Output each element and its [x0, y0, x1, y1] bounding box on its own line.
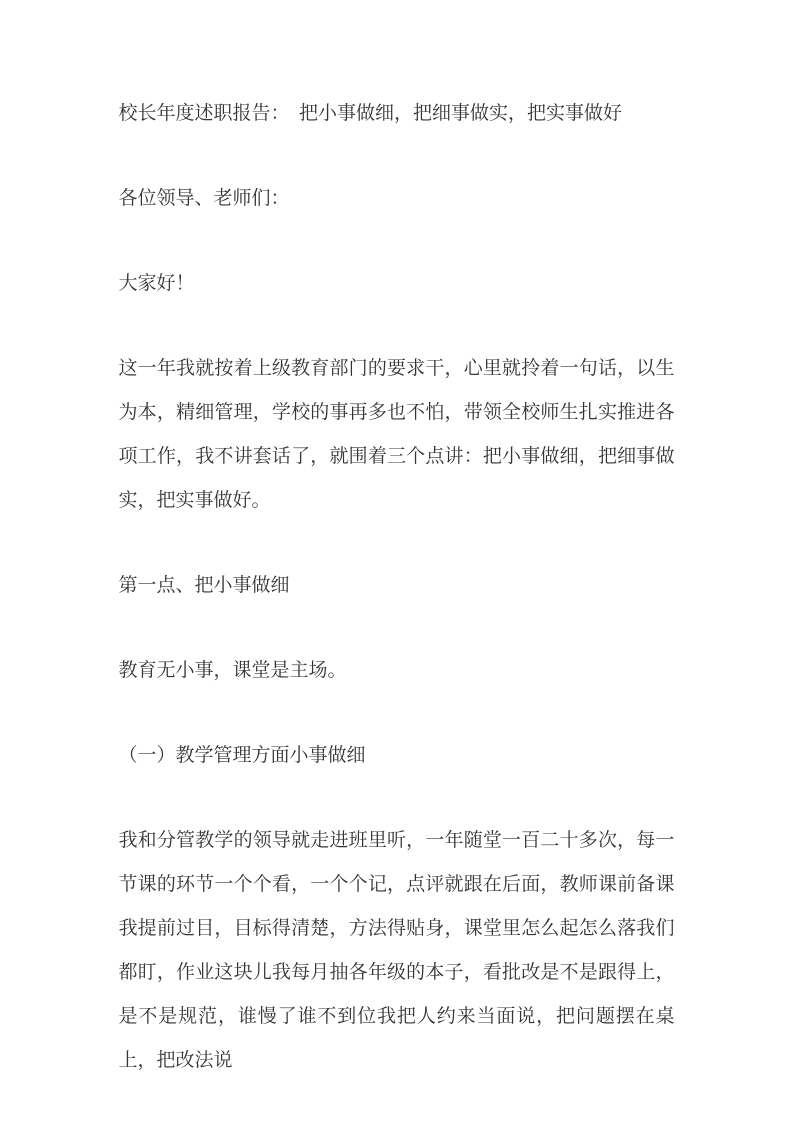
- paragraph: 大家好！: [118, 273, 195, 294]
- paragraph: 这一年我就按着上级教育部门的要求干，心里就拎着一句话，以生为本，精细管理，学校的事再多也不怕，带领全校师生扎实推进各项工作，我不讲套话了，就围着三个点讲：把小事做细，把细事做实，把实事做好。: [118, 358, 675, 511]
- paragraph: 我和分管教学的领导就走进班里听，一年随堂一百二十多次，每一节课的环节一个个看，一个个记，点评就跟在后面，教师课前备课我提前过目，目标得清楚，方法得贴身，课堂里怎么起怎么落我们都盯，作业这块儿我每月抽各年级的本子，看批改是不是跟得上，是不是规范，谁慢了谁不到位我把人约来当面说，把问题摆在桌上，把改法说: [118, 830, 675, 1071]
- document-title: 校长年度述职报告： 把小事做细，把细事做实，把实事做好: [118, 103, 623, 124]
- paragraph: （一）教学管理方面小事做细: [118, 745, 366, 766]
- paragraph: 第一点、把小事做细: [118, 575, 290, 596]
- document-body: [119, 0, 675, 1083]
- paragraph: 教育无小事，课堂是主场。: [118, 660, 347, 681]
- paragraph: 各位领导、老师们：: [118, 188, 290, 209]
